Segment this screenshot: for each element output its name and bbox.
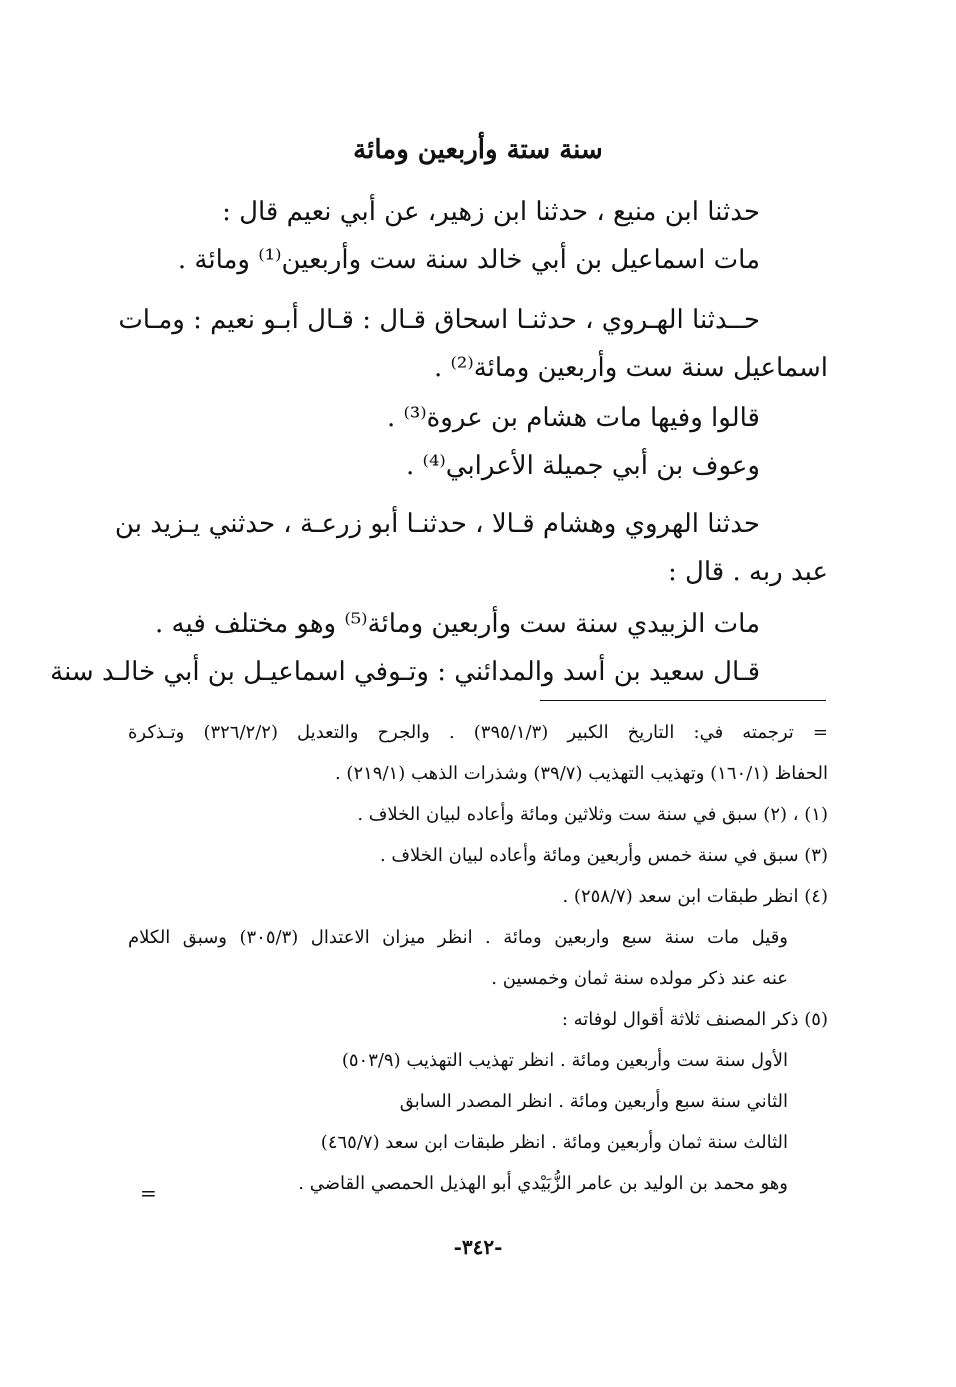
footnote-line: (٤) انظر طبقات ابن سعد (٢٥٨/٧) . [562,886,828,907]
footnote-line: الحفاظ (١٦٠/١) وتهذيب التهذيب (٣٩/٧) وشذرات الذهب (٢١٩/١) . [334,763,828,784]
main-line: مات الزبيدي سنة ست وأربعين ومائة⁽⁵⁾ وهو مختلف فيه . [155,609,760,639]
footnote-line: = ترجمته في: التاريخ الكبير (٣٩٥/١/٣) . والجرح والتعديل (٣٢٦/٢/٢) وتـذكرة [128,722,828,743]
main-line: حدثنا ابن منيع ، حدثنا ابن زهير، عن أبي نعيم قال : [222,197,760,227]
footnote-line: وهو محمد بن الوليد بن عامر الزُّبَيْدي أبو الهذيل الحمصي القاضي . [298,1173,788,1194]
main-line: حدثنا الهروي وهشام قـالا ، حدثنـا أبو زرعـة ، حدثني يـزيد بن [114,509,760,539]
section-title: سنة ستة وأربعين ومائة [353,135,603,165]
continuation-mark: = [140,1181,157,1205]
main-text [118,296,828,392]
main-text [128,394,828,490]
footnote-line: (٥) ذكر المصنف ثلاثة أقوال لوفاته : [561,1009,828,1030]
footnote-line: (٣) سبق في سنة خمس وأربعين ومائة وأعاده لبيان الخلاف . [379,845,828,866]
footnote-line: وقيل مات سنة سبع واربعين ومائة . انظر ميزان الاعتدال (٣٠٥/٣) وسبق الكلام [128,927,788,948]
main-line: عبد ربه . قال : [667,557,828,587]
footnote-line: عنه عند ذكر مولده سنة ثمان وخمسين . [491,968,788,989]
main-text [114,500,828,596]
footnote-line: الأول سنة ست وأربعين ومائة . انظر تهذيب التهذيب (٥٠٣/٩) [341,1050,788,1071]
page-number: -٣٤٢- [453,1235,503,1259]
footnote-separator [540,700,826,701]
main-text [128,188,828,284]
main-line: مات اسماعيل بن أبي خالد سنة ست وأربعين⁽¹⁾ ومائة . [177,245,760,275]
main-line: قـال سعيد بن أسد والمدائني : وتـوفي اسماعيـل بن أبي خالـد سنة [50,657,760,687]
footnote-line: الثاني سنة سبع وأربعين ومائة . انظر المصدر السابق [399,1091,788,1112]
main-line: حــدثنا الهـروي ، حدثنـا اسحاق قـال : قـال أبـو نعيم : ومـات [118,305,760,335]
main-line: اسماعيل سنة ست وأربعين ومائة⁽²⁾ . [433,353,828,383]
main-line: وعوف بن أبي جميلة الأعرابي⁽⁴⁾ . [406,451,760,481]
footnote-line: (١) ، (٢) سبق في سنة ست وثلاثين ومائة وأعاده لبيان الخلاف . [357,804,828,825]
main-line: قالوا وفيها مات هشام بن عروة⁽³⁾ . [386,403,760,433]
footnotes [128,712,828,1204]
main-text [50,600,828,696]
footnote-line: الثالث سنة ثمان وأربعين ومائة . انظر طبقات ابن سعد (٤٦٥/٧) [320,1132,788,1153]
